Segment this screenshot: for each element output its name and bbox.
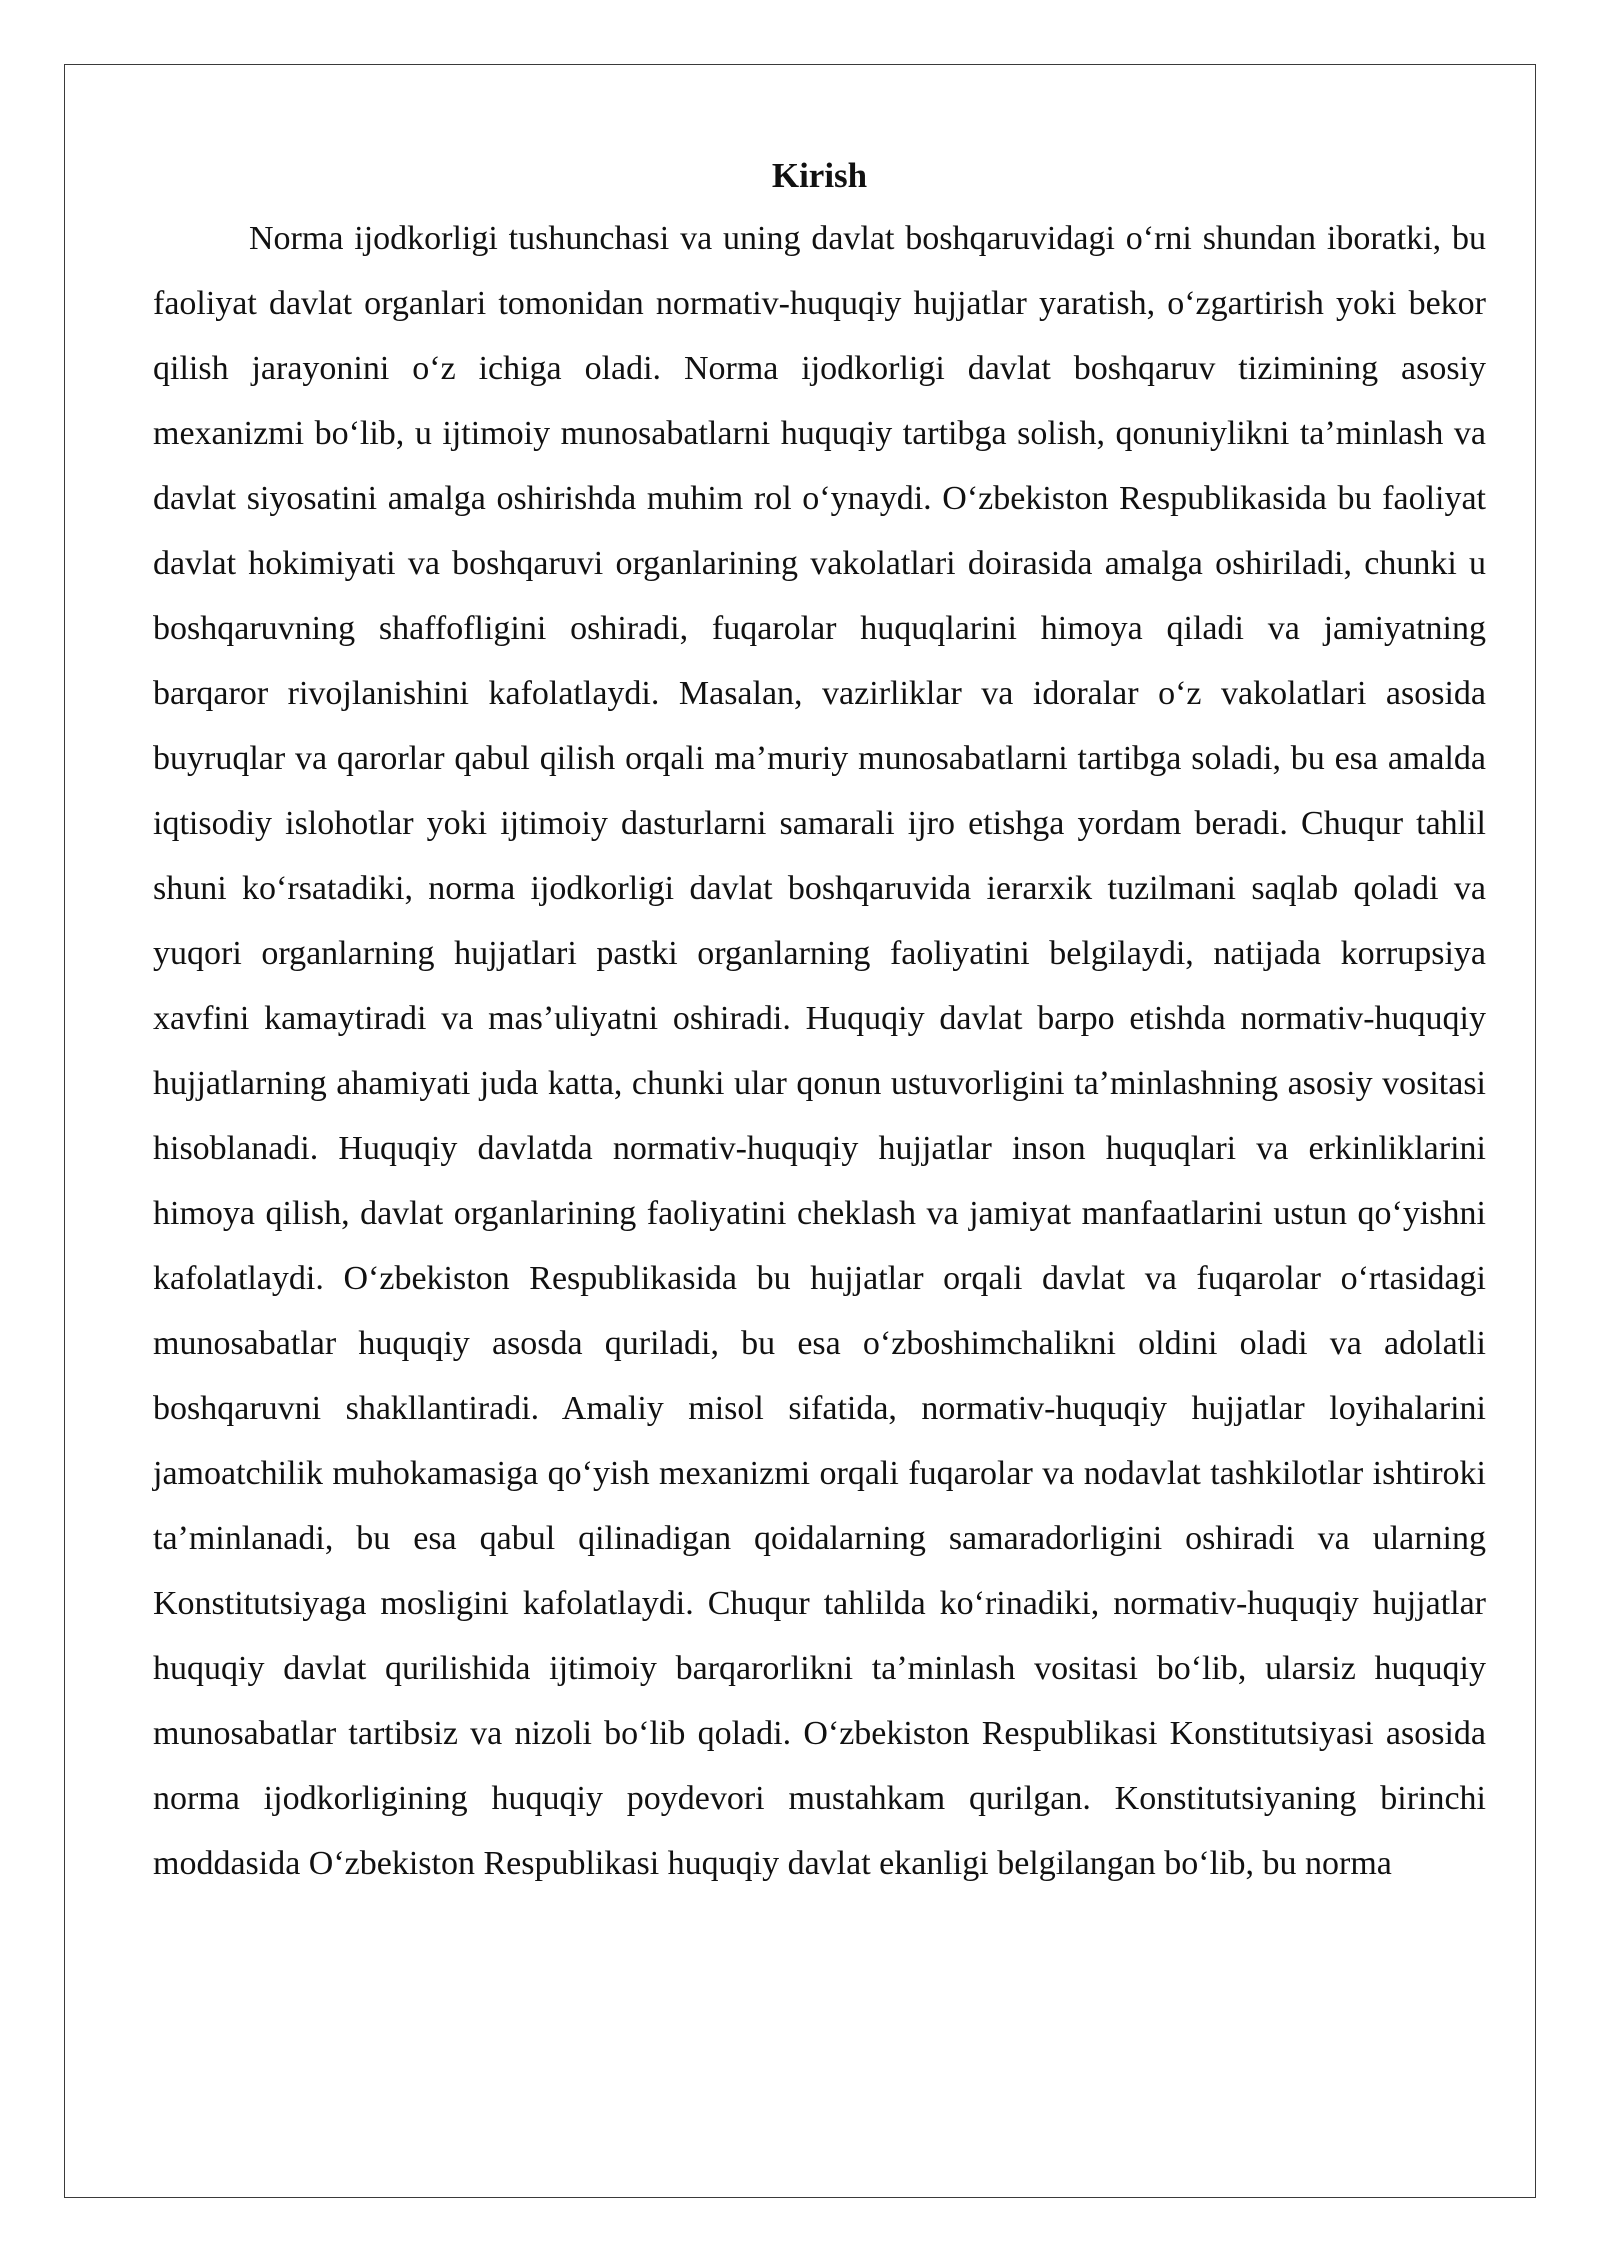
document-body [153, 146, 1486, 1896]
body-paragraph: Norma ijodkorligi tushunchasi va uning davlat boshqaruvidagi oʻrni shundan iboratki, bu faoliyat davlat organlari tomonidan normativ-huquqiy hujjatlar yaratish, oʻzgartirish yoki bekor qilish jarayonini oʻz ichiga oladi. Norma ijodkorligi davlat boshqaruv tizimining asosiy mexanizmi boʻlib, u ijtimoiy munosabatlarni huquqiy tartibga solish, qonuniylikni taʼminlash va davlat siyosatini amalga oshirishda muhim rol oʻynaydi. Oʻzbekiston Respublikasida bu faoliyat davlat hokimiyati va boshqaruvi organlarining vakolatlari doirasida amalga oshiriladi, chunki u boshqaruvning shaffofligini oshiradi, fuqarolar huquqlarini himoya qiladi va jamiyatning barqaror rivojlanishini kafolatlaydi. Masalan, vazirliklar va idoralar oʻz vakolatlari asosida buyruqlar va qarorlar qabul qilish orqali maʼmuriy munosabatlarni tartibga soladi, bu esa amalda iqtisodiy islohotlar yoki ijtimoiy dasturlarni samarali ijro etishga yordam beradi. Chuqur tahlil shuni koʻrsatadiki, norma ijodkorligi davlat boshqaruvida ierarxik tuzilmani saqlab qoladi va yuqori organlarning hujjatlari pastki organlarning faoliyatini belgilaydi, natijada korrupsiya xavfini kamaytiradi va masʼuliyatni oshiradi. Huquqiy davlat barpo etishda normativ-huquqiy hujjatlarning ahamiyati juda katta, chunki ular qonun ustuvorligini taʼminlashning asosiy vositasi hisoblanadi. Huquqiy davlatda normativ-huquqiy hujjatlar inson huquqlari va erkinliklarini himoya qilish, davlat organlarining faoliyatini cheklash va jamiyat manfaatlarini ustun qoʻyishni kafolatlaydi. Oʻzbekiston Respublikasida bu hujjatlar orqali davlat va fuqarolar oʻrtasidagi munosabatlar huquqiy asosda quriladi, bu esa oʻzboshimchalikni oldini oladi va adolatli boshqaruvni shakllantiradi. Amaliy misol sifatida, normativ-huquqiy hujjatlar loyihalarini jamoatchilik muhokamasiga qoʻyish mexanizmi orqali fuqarolar va nodavlat tashkilotlar ishtiroki taʼminlanadi, bu esa qabul qilinadigan qoidalarning samaradorligini oshiradi va ularning Konstitutsiyaga mosligini kafolatlaydi. Chuqur tahlilda koʻrinadiki, normativ-huquqiy hujjatlar huquqiy davlat qurilishida ijtimoiy barqarorlikni taʼminlash vositasi boʻlib, ularsiz huquqiy munosabatlar tartibsiz va nizoli boʻlib qoladi. Oʻzbekiston Respublikasi Konstitutsiyasi asosida norma ijodkorligining huquqiy poydevori mustahkam qurilgan. Konstitutsiyaning birinchi moddasida Oʻzbekiston Respublikasi huquqiy davlat ekanligi belgilangan boʻlib, bu norma [153, 220, 1486, 1882]
document-title: Kirish [771, 156, 868, 195]
